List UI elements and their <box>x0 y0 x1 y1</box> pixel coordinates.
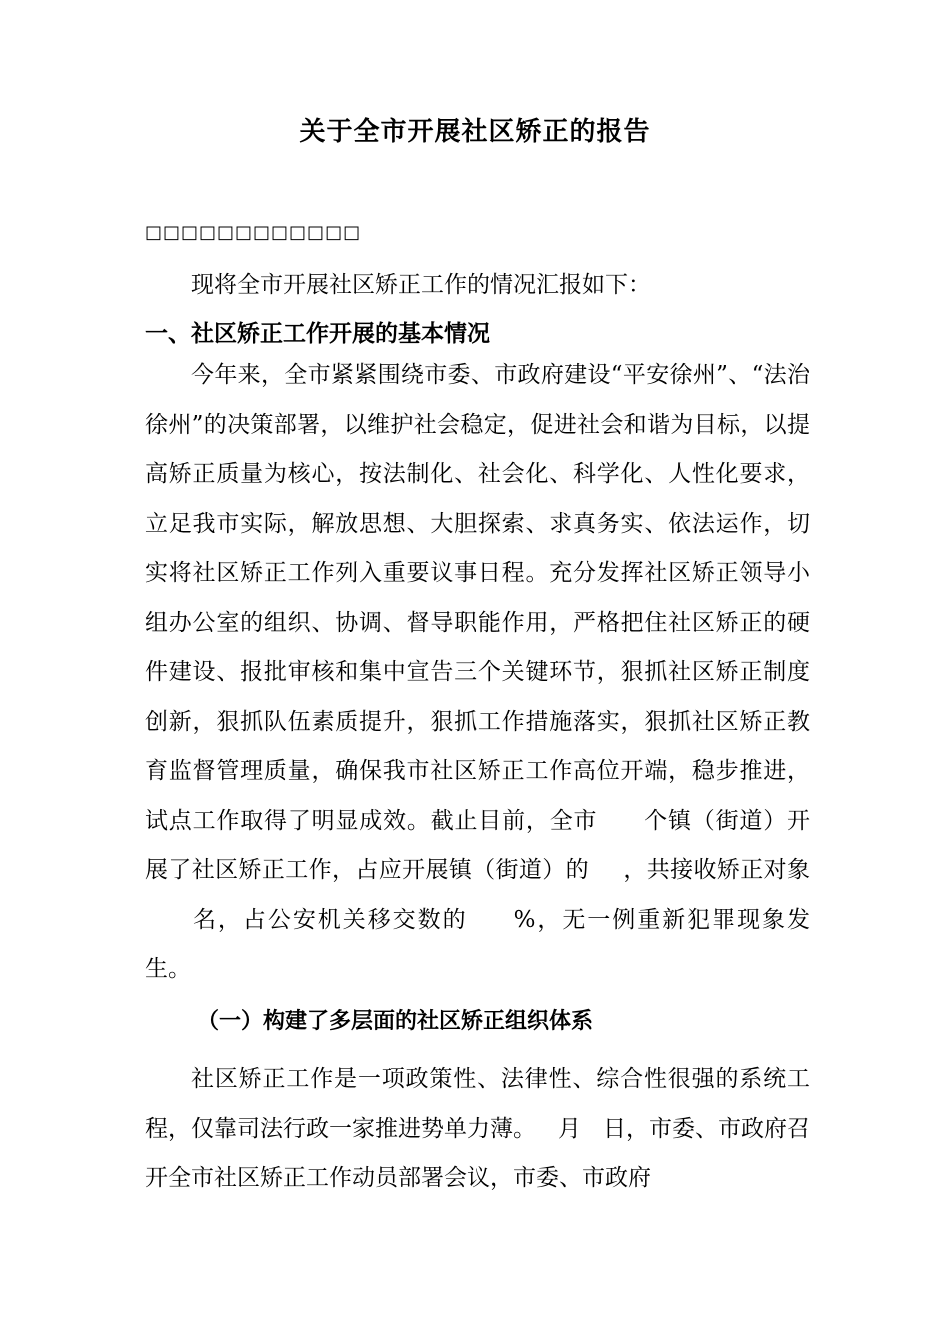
paragraph-text: %，无一例重新犯罪现象发生。 <box>145 906 811 982</box>
basic-situation-paragraph <box>145 351 810 995</box>
intro-paragraph: 现将全市开展社区矫正工作的情况汇报如下： <box>191 272 651 298</box>
organization-paragraph <box>145 1055 810 1204</box>
paragraph-text: 个镇（街道）开展了社区矫正工作，占应开展镇（街道）的 <box>145 807 811 883</box>
section-heading-basic-situation: 一、社区矫正工作开展的基本情况 <box>145 321 490 347</box>
paragraph-text: 名，占公安机关移交数的 <box>191 906 468 933</box>
salutation-line: □□□□□□□□□□□□ <box>145 222 362 243</box>
paragraph-text: 今年来，全市紧紧围绕市委、市政府建设“平安徐州”、“法治徐州”的决策部署，以维护社会稳定，促进社会和谐为目标，以提高矫正质量为核心，按法制化、社会化、科学化、人性化要求，立足我市实际，解放思想、大胆探索、求真务实、依法运作，切实将社区矫正工作列入重要议事日程。充分发挥社区矫正领导小组办公室的组织、协调、督导职能作用，严格把住社区矫正的硬件建设、报批审核和集中宣告三个关键环节，狠抓社区矫正制度创新，狠抓队伍素质提升，狠抓工作措施落实，狠抓社区矫正教育监督管理质量，确保我市社区矫正工作高位开端，稳步推进，试点工作取得了明显成效。截止目前，全市 <box>145 362 810 834</box>
subsection-heading-organization: （一）构建了多层面的社区矫正组织体系 <box>197 1009 594 1034</box>
paragraph-text: 社区矫正工作是一项政策性、法律性、综合性很强的系统工程，仅靠司法行政一家推进势单力薄。 <box>145 1066 810 1142</box>
paragraph-text: ，共接收矫正对象 <box>623 857 811 883</box>
document-title: 关于全市开展社区矫正的报告 <box>299 117 651 147</box>
paragraph-text: 日，市委、市政府召开全市社区矫正工作动员部署会议，市委、市政府 <box>145 1115 810 1191</box>
paragraph-text: 月 <box>558 1115 581 1142</box>
